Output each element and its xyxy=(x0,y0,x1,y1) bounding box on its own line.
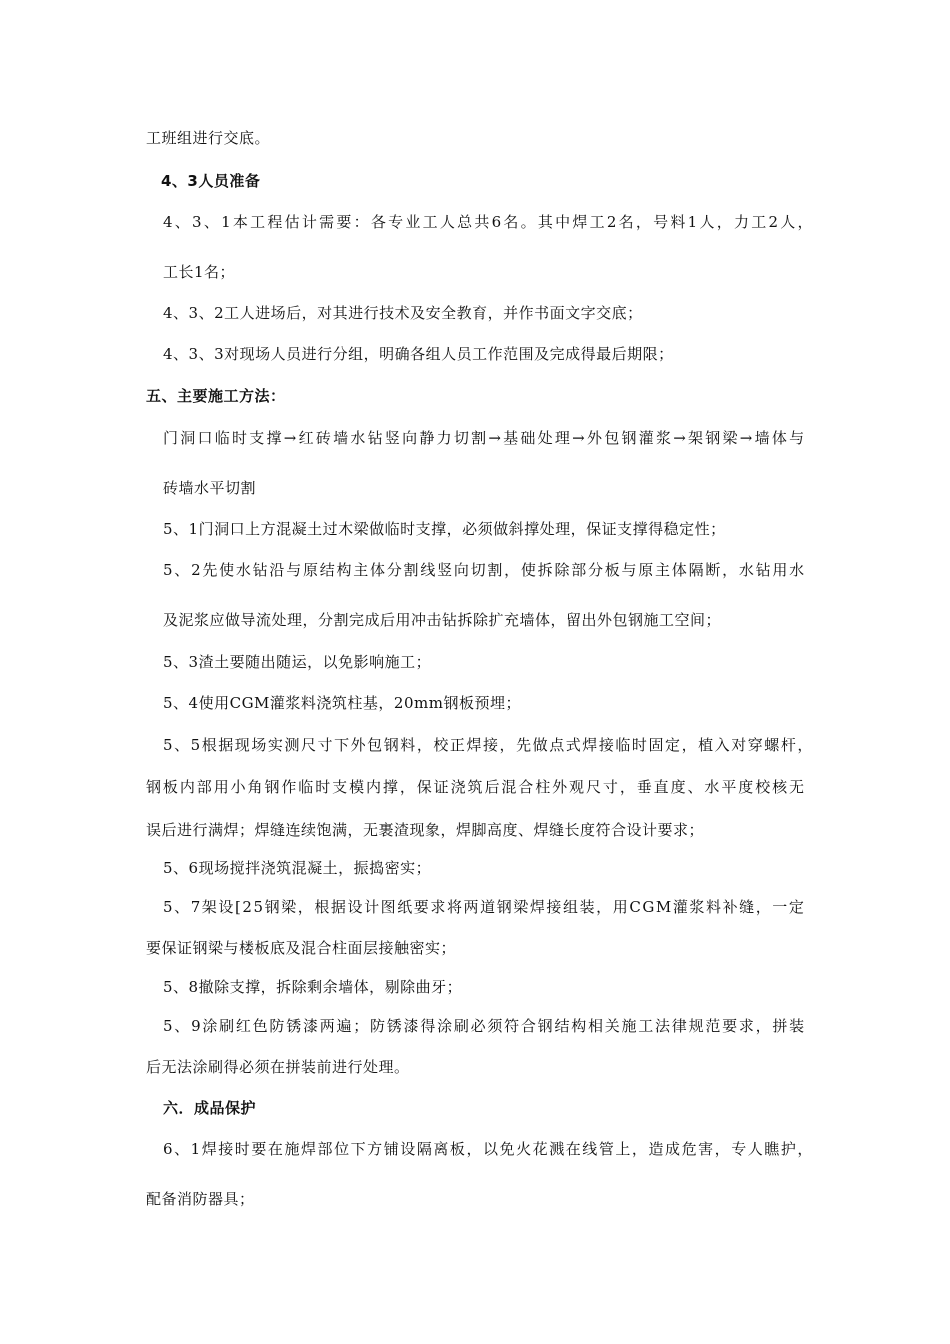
text-line-5-9-cont: 后无法涂刷得必须在拼装前进行处理。 xyxy=(146,1058,410,1076)
text-line-5-7-cont: 要保证钢梁与楼板底及混合柱面层接触密实； xyxy=(146,939,457,957)
section-heading-4-3: 4、3人员准备 xyxy=(161,172,261,190)
text-line-5-1: 5、1门洞口上方混凝土过木梁做临时支撑，必须做斜撑处理，保证支撑得稳定性； xyxy=(163,520,726,538)
text-line-5-9: 5 、 9 涂 刷 红 色 防 锈 漆 两 遍 ； 防 锈 漆 得 涂 刷 必 须 符 合 钢 结 构 相 关 施 工 法 律 规 范 要 求 ， 拼 装 xyxy=(163,1017,805,1035)
text-line-5-5-cont-2: 误后进行满焊；焊缝连续饱满，无裹渣现象，焊脚高度、焊缝长度符合设计要求； xyxy=(146,821,705,839)
text-line-4-3-3: 4、3、3对现场人员进行分组，明确各组人员工作范围及完成得最后期限； xyxy=(163,345,674,363)
text-line-5-2: 5 、 2 先 使 水 钻 沿 与 原 结 构 主 体 分 割 线 竖 向 切 割 ， 使 拆 除 部 分 板 与 原 主 体 隔 断 ， 水 钻 用 水 xyxy=(163,561,805,579)
text-line-process-flow-cont: 砖墙水平切割 xyxy=(163,479,257,497)
text-line-5-6: 5、6现场搅拌浇筑混凝土，振捣密实； xyxy=(163,859,432,877)
text-line-5-4: 5、4使用CGM灌浆料浇筑柱基，20mm钢板预埋； xyxy=(163,694,521,712)
text-line-5-8: 5、8撤除支撑，拆除剩余墙体，剔除曲牙； xyxy=(163,978,463,996)
text-line-1: 工班组进行交底。 xyxy=(146,129,271,147)
text-line-5-7: 5 、 7 架 设 [ 2 5 钢 梁 ， 根 据 设 计 图 纸 要 求 将 两 道 钢 梁 焊 接 组 装 ， 用 C G M 灌 浆 料 补 缝 ， 一 定 xyxy=(163,898,805,916)
text-line-5-5-cont-1: 钢 板 内 部 用 小 角 钢 作 临 时 支 模 内 撑 ， 保 证 浇 筑 后 混 合 柱 外 观 尺 寸 ， 垂 直 度 、 水 平 度 校 核 无 xyxy=(146,778,805,796)
text-line-4-3-2: 4、3、2工人进场后，对其进行技术及安全教育，并作书面文字交底； xyxy=(163,304,643,322)
text-line-4-3-1: 4 、 3 、 1 本 工 程 估 计 需 要 ： 各 专 业 工 人 总 共 6 名 。 其 中 焊 工 2 名 ， 号 料 1 人 ， 力 工 2 人 ， xyxy=(163,213,813,231)
section-heading-six: 六．成品保护 xyxy=(163,1099,257,1117)
text-line-5-3: 5、3渣土要随出随运，以免影响施工； xyxy=(163,653,432,671)
text-line-6-1-cont: 配备消防器具； xyxy=(146,1190,255,1208)
section-heading-five: 五、主要施工方法： xyxy=(146,387,286,405)
text-line-5-2-cont: 及泥浆应做导流处理，分割完成后用冲击钻拆除扩充墙体，留出外包钢施工空间； xyxy=(163,611,722,629)
text-line-6-1: 6 、 1 焊 接 时 要 在 施 焊 部 位 下 方 铺 设 隔 离 板 ， 以 免 火 花 溅 在 线 管 上 ， 造 成 危 害 ， 专 人 瞧 护 ， xyxy=(163,1140,813,1158)
text-line-5-5: 5 、 5 根 据 现 场 实 测 尺 寸 下 外 包 钢 料 ， 校 正 焊 接 ， 先 做 点 式 焊 接 临 时 固 定 ， 植 入 对 穿 螺 杆 ， xyxy=(163,736,813,754)
text-line-4-3-1-cont: 工长1名； xyxy=(163,263,236,281)
text-line-process-flow: 门 洞 口 临 时 支 撑 → 红 砖 墙 水 钻 竖 向 静 力 切 割 → 基 础 处 理 → 外 包 钢 灌 浆 → 架 钢 梁 → 墙 体 与 xyxy=(163,429,805,447)
